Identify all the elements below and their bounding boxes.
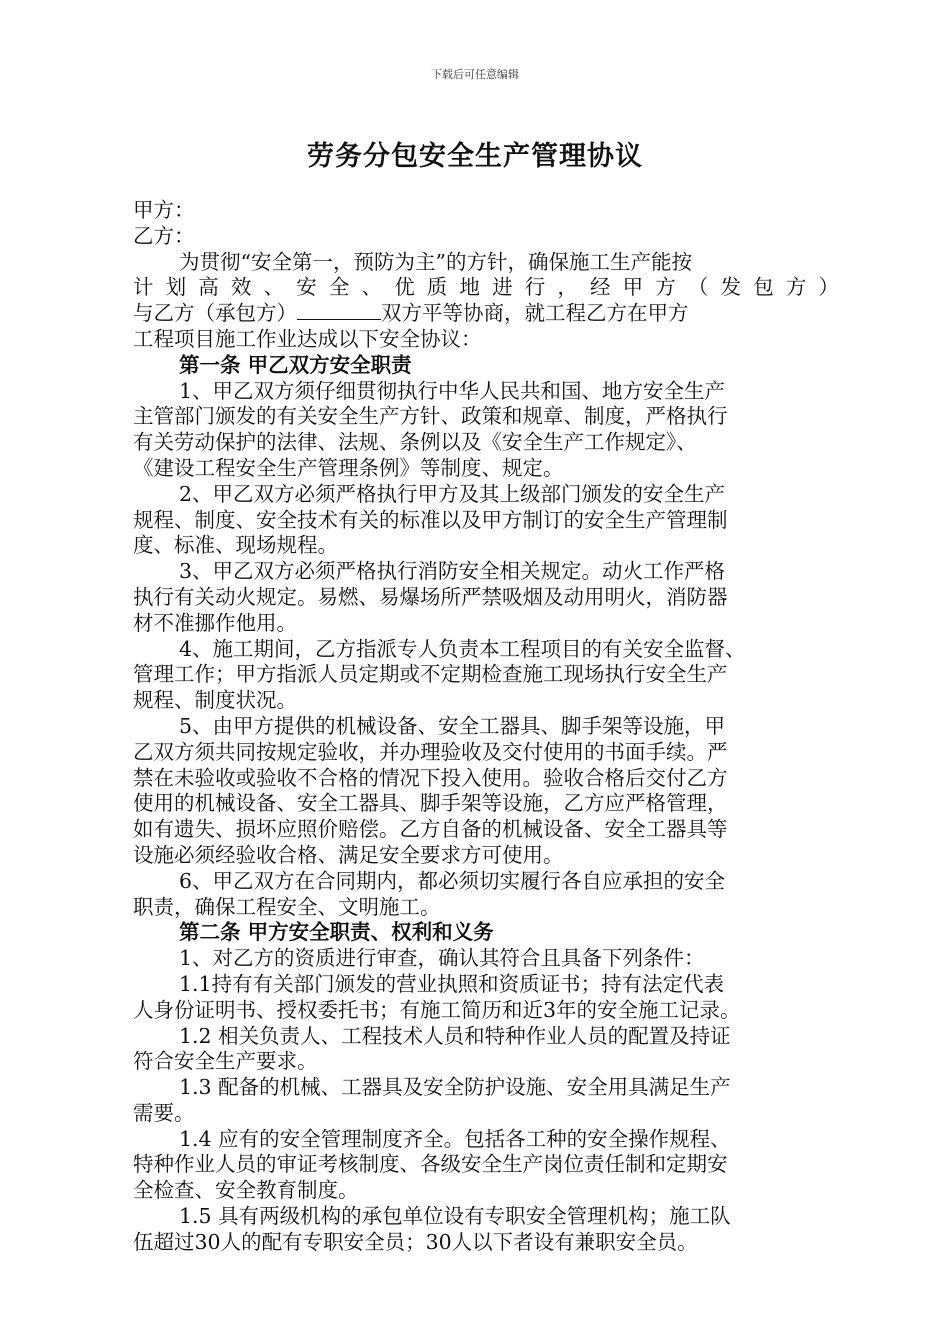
paragraph-line: 《建设工程安全生产管理条例》等制度、规定。 bbox=[133, 455, 564, 480]
paragraph-line: 2、甲乙双方必须严格执行甲方及其上级部门颁发的安全生产 bbox=[179, 481, 726, 506]
paragraph-line: 有关劳动保护的法律、法规、条例以及《安全生产工作规定》、 bbox=[133, 430, 697, 455]
paragraph-line: 乙双方须共同按规定验收，并办理验收及交付使用的书面手续。严 bbox=[133, 739, 728, 764]
intro-text: 与乙方（承包方） bbox=[133, 301, 297, 326]
intro-line: 计划高效、安全、优质地进行，经甲方（发包方） bbox=[133, 275, 839, 300]
paragraph-line: 4、施工期间，乙方指派专人负责本工程项目的有关安全监督、 bbox=[179, 636, 746, 661]
intro-line bbox=[133, 301, 839, 327]
paragraph-line: 1.5 具有两级机构的承包单位设有专职安全管理机构；施工队 bbox=[179, 1204, 731, 1229]
paragraph-line: 职责，确保工程安全、文明施工。 bbox=[133, 894, 441, 919]
paragraph-line: 5、由甲方提供的机械设备、安全工器具、脚手架等设施，甲 bbox=[179, 713, 726, 738]
paragraph-line: 管理工作；甲方指派人员定期或不定期检查施工现场执行安全生产 bbox=[133, 662, 728, 687]
paragraph-line: 执行有关动火规定。易燃、易爆场所严禁吸烟及动用明火，消防器 bbox=[133, 584, 728, 609]
blank-field bbox=[297, 301, 381, 320]
party-b-line: 乙方： bbox=[133, 223, 195, 248]
paragraph-line: 主管部门颁发的有关安全生产方针、政策和规章、制度，严格执行 bbox=[133, 404, 728, 429]
section-heading: 第一条 甲乙双方安全职责 bbox=[179, 352, 412, 377]
paragraph-line: 1.3 配备的机械、工器具及安全防护设施、安全用具满足生产 bbox=[179, 1075, 731, 1100]
paragraph-line: 1、甲乙双方须仔细贯彻执行中华人民共和国、地方安全生产 bbox=[179, 378, 726, 403]
paragraph-line: 1.4 应有的安全管理制度齐全。包括各工种的安全操作规程、 bbox=[179, 1126, 731, 1151]
paragraph-line: 伍超过30人的配有专职安全员；30人以下者设有兼职安全员。 bbox=[133, 1229, 698, 1254]
paragraph-line: 需要。 bbox=[133, 1100, 195, 1125]
document-body bbox=[133, 198, 839, 1256]
paragraph-line: 特种作业人员的审证考核制度、各级安全生产岗位责任制和定期安 bbox=[133, 1152, 728, 1177]
intro-line: 为贯彻“安全第一，预防为主”的方针，确保施工生产能按 bbox=[179, 249, 692, 274]
paragraph-line: 材不准挪作他用。 bbox=[133, 610, 297, 635]
paragraph-line: 如有遗失、损坏应照价赔偿。乙方自备的机械设备、安全工器具等 bbox=[133, 817, 728, 842]
party-a-line: 甲方： bbox=[133, 198, 195, 222]
paragraph-line: 1.2 相关负责人、工程技术人员和特种作业人员的配置及持证 bbox=[179, 1023, 731, 1048]
paragraph-line: 使用的机械设备、安全工器具、脚手架等设施，乙方应严格管理， bbox=[133, 791, 728, 816]
section-heading: 第二条 甲方安全职责、权利和义务 bbox=[179, 920, 494, 945]
paragraph-line: 1、对乙方的资质进行审查，确认其符合且具备下列条件： bbox=[179, 946, 705, 971]
paragraph-line: 设施必须经验收合格、满足安全要求方可使用。 bbox=[133, 842, 564, 867]
paragraph-line: 3、甲乙双方必须严格执行消防安全相关规定。动火工作严格 bbox=[179, 559, 726, 584]
paragraph-line: 人身份证明书、授权委托书；有施工简历和近3年的安全施工记录。 bbox=[133, 997, 741, 1022]
paragraph-line: 规程、制度状况。 bbox=[133, 688, 297, 713]
header-note: 下载后可任意编辑 bbox=[431, 68, 519, 81]
document-title: 劳务分包安全生产管理协议 bbox=[307, 141, 643, 172]
paragraph-line: 规程、制度、安全技术有关的标准以及甲方制订的安全生产管理制 bbox=[133, 507, 728, 532]
paragraph-line: 度、标准、现场规程。 bbox=[133, 533, 338, 558]
paragraph-line: 6、甲乙双方在合同期内，都必须切实履行各自应承担的安全 bbox=[179, 868, 726, 893]
intro-line: 工程项目施工作业达成以下安全协议： bbox=[133, 326, 482, 351]
paragraph-line: 1.1持有有关部门颁发的营业执照和资质证书；持有法定代表 bbox=[179, 971, 725, 996]
paragraph-line: 全检查、安全教育制度。 bbox=[133, 1178, 359, 1203]
intro-text: 双方平等协商，就工程乙方在甲方 bbox=[381, 301, 689, 326]
paragraph-line: 禁在未验收或验收不合格的情况下投入使用。验收合格后交付乙方 bbox=[133, 765, 728, 790]
paragraph-line: 符合安全生产要求。 bbox=[133, 1049, 318, 1074]
